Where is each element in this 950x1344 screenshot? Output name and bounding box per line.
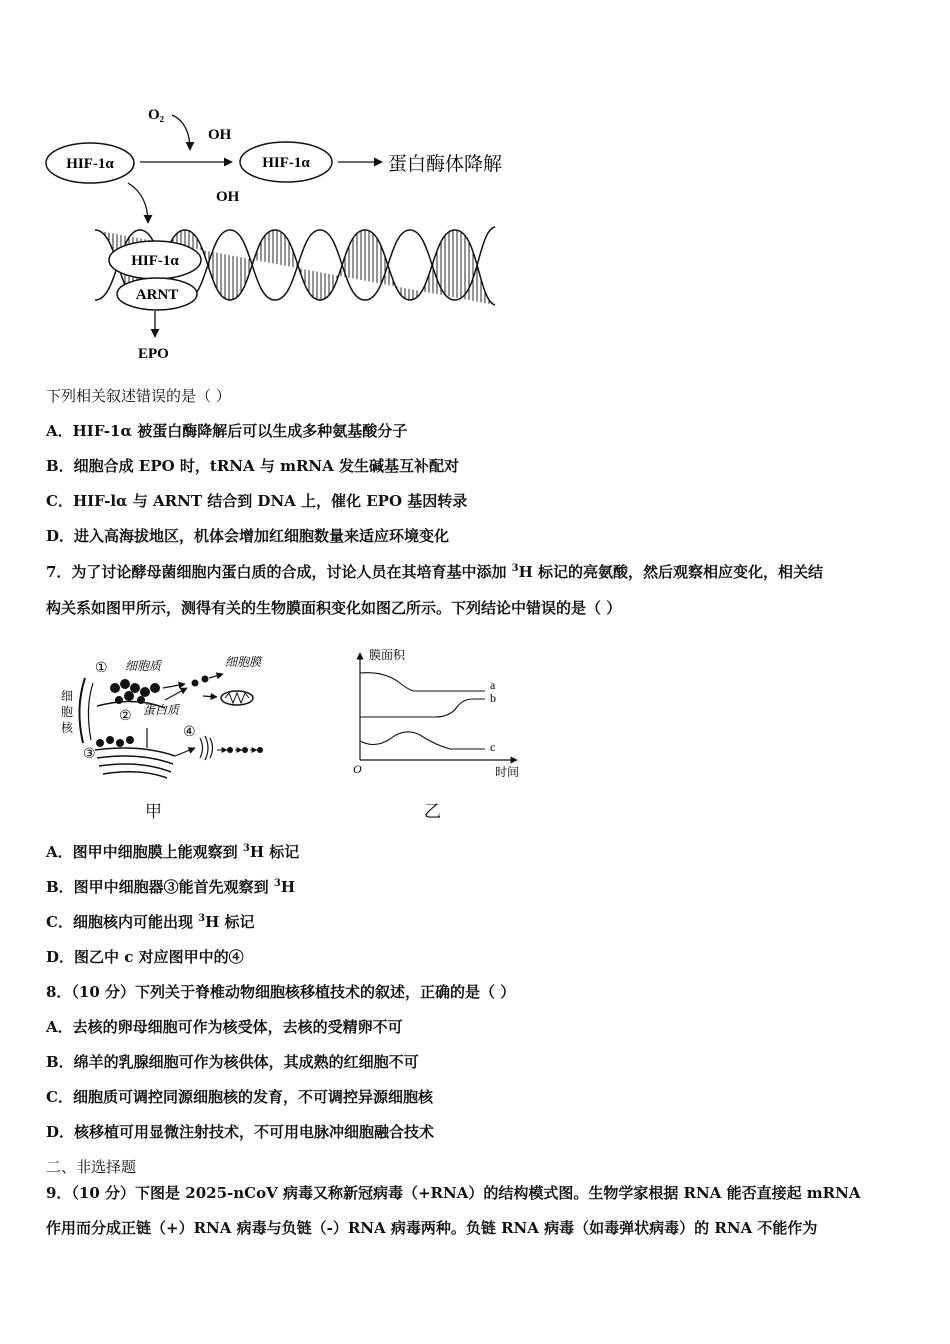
degradation-label: 蛋白酶体降解 — [388, 154, 503, 175]
svg-text:①: ① — [95, 661, 108, 676]
svg-text:蛋白质: 蛋白质 — [143, 703, 180, 717]
svg-text:时间: 时间 — [495, 765, 520, 779]
svg-text:膜面积: 膜面积 — [369, 648, 406, 662]
hif-right-label: HIF-1α — [262, 155, 310, 171]
q7-option-d: D．图乙中 c 对应图甲中的④ — [46, 948, 244, 966]
caption-yi: 乙 — [424, 802, 441, 822]
svg-text:O: O — [353, 762, 362, 776]
q6-option-c: C．HIF-lα 与 ARNT 结合到 DNA 上，催化 EPO 基因转录 — [46, 492, 468, 510]
svg-text:a: a — [490, 678, 496, 692]
o2-arrow — [172, 115, 190, 150]
svg-text:核: 核 — [61, 721, 74, 735]
svg-text:胞: 胞 — [61, 705, 74, 719]
epo-label: EPO — [138, 346, 169, 362]
oh-top-label: OH — [208, 127, 232, 143]
q9-line2: 作用而分成正链（+）RNA 病毒与负链（-）RNA 病毒两种。负链 RNA 病毒（如毒弹状病毒）的 RNA 不能作为 — [46, 1219, 818, 1237]
figure-jia-cell-diagram — [55, 648, 295, 788]
svg-text:③: ③ — [83, 747, 96, 762]
figure-yi-membrane-chart — [345, 645, 535, 785]
svg-text:细: 细 — [61, 689, 74, 703]
svg-text:②: ② — [119, 709, 132, 724]
oh-bottom-label: OH — [216, 189, 240, 205]
q7-stem-line1: 7．为了讨论酵母菌细胞内蛋白质的合成，讨论人员在其培育基中添加 $^3$H 标记的亮氨酸，然后观察相应变化，相关结 — [46, 563, 824, 581]
q8-stem: 8．（10 分）下列关于脊椎动物细胞核移植技术的叙述，正确的是（ ） — [46, 983, 516, 1001]
o2-label: O₂ — [148, 107, 165, 123]
q8-option-b: B．绵羊的乳腺细胞可作为核供体，其成熟的红细胞不可 — [46, 1053, 419, 1071]
q6-option-d: D．进入高海拔地区，机体会增加红细胞数量来适应环境变化 — [46, 527, 450, 545]
q6-option-b: B．细胞合成 EPO 时，tRNA 与 mRNA 发生碱基互补配对 — [46, 457, 459, 475]
q6-stem: 下列相关叙述错误的是（ ） — [46, 387, 231, 405]
svg-text:细胞质: 细胞质 — [125, 659, 162, 673]
arnt-label: ARNT — [135, 287, 179, 303]
q9-line1: 9．（10 分）下图是 2025-nCoV 病毒又称新冠病毒（+RNA）的结构模式图。生物学家根据 RNA 能否直接起 mRNA — [46, 1184, 861, 1202]
q8-option-a: A．去核的卵母细胞可作为核受体，去核的受精卵不可 — [46, 1018, 403, 1036]
binding-arrow — [128, 183, 148, 223]
q7-option-b: B．图甲中细胞器③能首先观察到 $^3$H — [46, 878, 296, 896]
q7-stem-line2: 构关系如图甲所示，测得有关的生物膜面积变化如图乙所示。下列结论中错误的是（ ） — [46, 599, 622, 617]
svg-text:④: ④ — [183, 725, 196, 740]
q8-option-c: C．细胞质可调控同源细胞核的发育，不可调控异源细胞核 — [46, 1088, 433, 1106]
svg-text:c: c — [490, 740, 496, 754]
section-heading: 二、非选择题 — [46, 1158, 137, 1176]
svg-text:细胞膜: 细胞膜 — [225, 655, 262, 669]
hif-pathway-diagram — [40, 95, 540, 370]
q6-option-a: A．HIF-1α 被蛋白酶降解后可以生成多种氨基酸分子 — [46, 422, 408, 440]
q7-option-c: C．细胞核内可能出现 $^3$H 标记 — [46, 913, 255, 931]
hif-left-label: HIF-1α — [66, 156, 114, 172]
caption-jia: 甲 — [145, 802, 162, 822]
q8-option-d: D．核移植可用显微注射技术，不可用电脉冲细胞融合技术 — [46, 1123, 435, 1141]
svg-text:b: b — [490, 691, 496, 705]
q7-option-a: A．图甲中细胞膜上能观察到 $^3$H 标记 — [46, 843, 300, 861]
hif-dna-label: HIF-1α — [131, 253, 179, 269]
